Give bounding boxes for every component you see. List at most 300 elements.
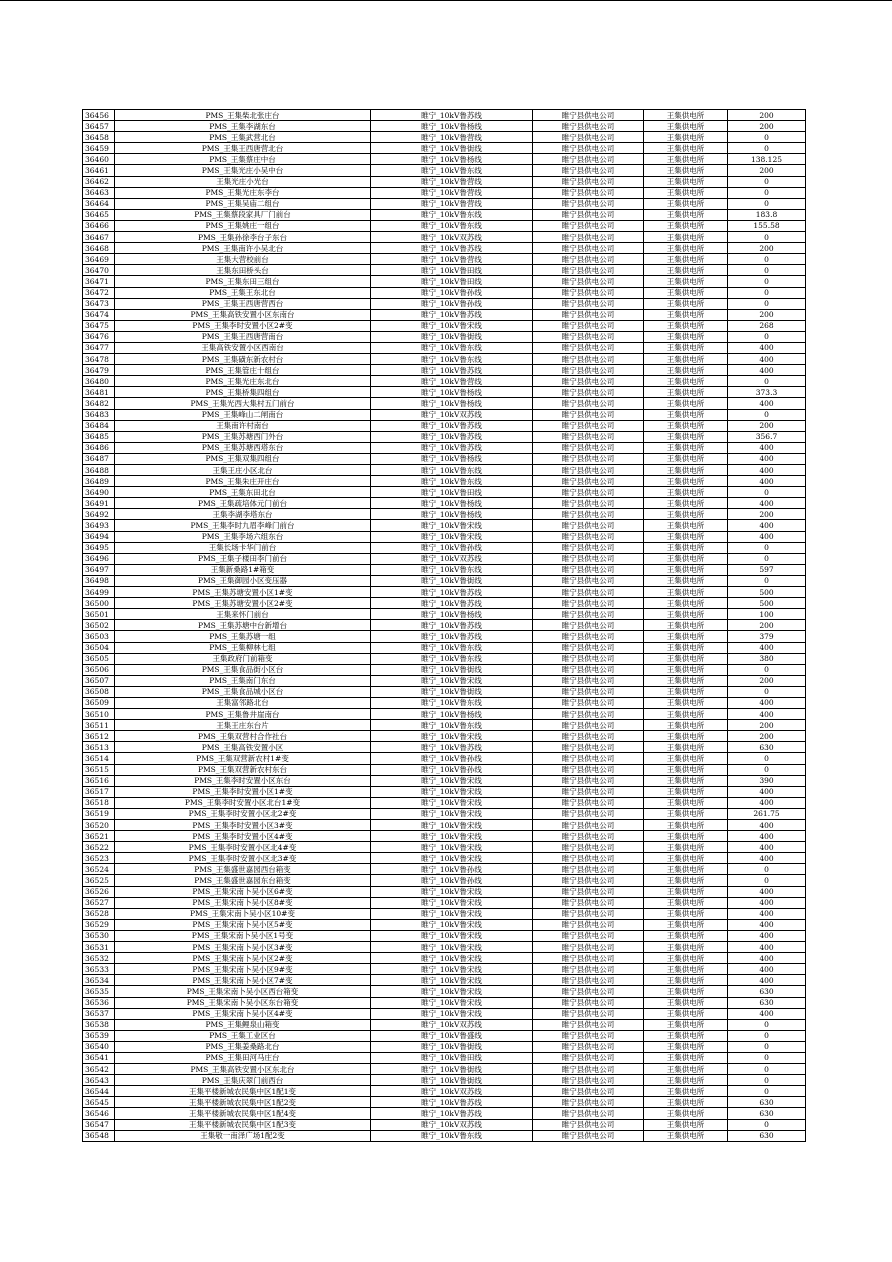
- cell-name: PMS_王集蔡庄中台: [115, 154, 371, 165]
- cell-company: 睢宁县供电公司: [533, 587, 644, 598]
- cell-id: 36507: [83, 675, 115, 686]
- cell-id: 36517: [83, 786, 115, 797]
- cell-name: PMS_王集宋南卜吴小区东台箱变: [115, 997, 371, 1008]
- cell-station: 王集供电所: [644, 1041, 728, 1052]
- cell-name: PMS_王集东田三组台: [115, 276, 371, 287]
- cell-name: 王集新桑路1#箱变: [115, 564, 371, 575]
- cell-station: 王集供电所: [644, 842, 728, 853]
- table-row: [83, 476, 806, 487]
- cell-value: 0: [728, 1052, 806, 1063]
- cell-value: 630: [728, 742, 806, 753]
- table-row: [83, 731, 806, 742]
- cell-name: PMS_王集李时安置小区1#变: [115, 786, 371, 797]
- cell-line: 睢宁_10kV鲁孙线: [371, 542, 533, 553]
- cell-value: 373.3: [728, 387, 806, 398]
- table-row: [83, 465, 806, 476]
- cell-station: 王集供电所: [644, 498, 728, 509]
- cell-company: 睢宁县供电公司: [533, 975, 644, 986]
- cell-value: 500: [728, 598, 806, 609]
- cell-station: 王集供电所: [644, 731, 728, 742]
- cell-value: 200: [728, 675, 806, 686]
- cell-line: 睢宁_10kV鲁宋线: [371, 953, 533, 964]
- cell-line: 睢宁_10kV鲁宋线: [371, 531, 533, 542]
- table-row: [83, 720, 806, 731]
- table-row: [83, 709, 806, 720]
- cell-line: 睢宁_10kV鲁营线: [371, 254, 533, 265]
- cell-station: 王集供电所: [644, 287, 728, 298]
- cell-station: 王集供电所: [644, 686, 728, 697]
- cell-id: 36476: [83, 331, 115, 342]
- cell-line: 睢宁_10kV鲁街线: [371, 664, 533, 675]
- cell-value: 400: [728, 398, 806, 409]
- cell-company: 睢宁县供电公司: [533, 919, 644, 930]
- cell-line: 睢宁_10kV鲁杨线: [371, 154, 533, 165]
- cell-company: 睢宁县供电公司: [533, 653, 644, 664]
- cell-value: 200: [728, 420, 806, 431]
- cell-name: PMS_王集盛世嘉园东台箱变: [115, 875, 371, 886]
- cell-station: 王集供电所: [644, 187, 728, 198]
- table-row: [83, 764, 806, 775]
- cell-name: PMS_王集王西唐营南台: [115, 331, 371, 342]
- table-row: [83, 919, 806, 930]
- cell-name: 王集王庄东台片: [115, 720, 371, 731]
- cell-line: 睢宁_10kV鲁街线: [371, 575, 533, 586]
- cell-station: 王集供电所: [644, 354, 728, 365]
- cell-name: 王集光庄小光台: [115, 176, 371, 187]
- cell-line: 睢宁_10kV鲁苏线: [371, 1108, 533, 1119]
- cell-id: 36521: [83, 831, 115, 842]
- cell-company: 睢宁县供电公司: [533, 875, 644, 886]
- cell-station: 王集供电所: [644, 786, 728, 797]
- table-row: [83, 675, 806, 686]
- cell-name: PMS_王集王西唐营西台: [115, 298, 371, 309]
- cell-station: 王集供电所: [644, 709, 728, 720]
- cell-id: 36508: [83, 686, 115, 697]
- cell-station: 王集供电所: [644, 331, 728, 342]
- cell-company: 睢宁县供电公司: [533, 520, 644, 531]
- cell-value: 0: [728, 176, 806, 187]
- cell-station: 王集供电所: [644, 198, 728, 209]
- cell-id: 36529: [83, 919, 115, 930]
- table-row: [83, 1075, 806, 1086]
- cell-id: 36487: [83, 453, 115, 464]
- cell-value: 268: [728, 320, 806, 331]
- cell-station: 王集供电所: [644, 320, 728, 331]
- cell-name: PMS_王集宋南卜吴小区6#变: [115, 886, 371, 897]
- cell-value: 400: [728, 476, 806, 487]
- cell-company: 睢宁县供电公司: [533, 187, 644, 198]
- table-row: [83, 420, 806, 431]
- cell-id: 36495: [83, 542, 115, 553]
- table-row: [83, 276, 806, 287]
- cell-value: 200: [728, 720, 806, 731]
- cell-name: PMS_王集柳林七组: [115, 642, 371, 653]
- cell-name: PMS_王集高铁安置小区东北台: [115, 1064, 371, 1075]
- table-row: [83, 1086, 806, 1097]
- cell-line: 睢宁_10kV鲁宋线: [371, 842, 533, 853]
- cell-name: 王集富邻路北台: [115, 697, 371, 708]
- cell-line: 睢宁_10kV鲁宋线: [371, 942, 533, 953]
- cell-name: PMS_王集田河马庄台: [115, 1052, 371, 1063]
- cell-value: 356.7: [728, 431, 806, 442]
- cell-name: PMS_王集光庄东李台: [115, 187, 371, 198]
- cell-company: 睢宁县供电公司: [533, 453, 644, 464]
- cell-id: 36480: [83, 376, 115, 387]
- table-row: [83, 1008, 806, 1019]
- table-row: [83, 620, 806, 631]
- cell-station: 王集供电所: [644, 1119, 728, 1130]
- table-row: [83, 853, 806, 864]
- cell-line: 睢宁_10kV鲁宋线: [371, 897, 533, 908]
- cell-line: 睢宁_10kV鲁宋线: [371, 964, 533, 975]
- cell-id: 36458: [83, 132, 115, 143]
- cell-value: 0: [728, 265, 806, 276]
- cell-line: 睢宁_10kV鲁营线: [371, 198, 533, 209]
- cell-name: PMS_王集李时安置小区北3#变: [115, 853, 371, 864]
- cell-id: 36535: [83, 986, 115, 997]
- cell-name: PMS_王集李时安置小区2#变: [115, 320, 371, 331]
- cell-id: 36483: [83, 409, 115, 420]
- cell-line: 睢宁_10kV鲁宋线: [371, 908, 533, 919]
- cell-value: 390: [728, 775, 806, 786]
- cell-company: 睢宁县供电公司: [533, 786, 644, 797]
- cell-id: 36462: [83, 176, 115, 187]
- cell-station: 王集供电所: [644, 831, 728, 842]
- cell-name: PMS_王集蔡段家具厂门前台: [115, 209, 371, 220]
- table-row: [83, 875, 806, 886]
- cell-line: 睢宁_10kV鲁苏线: [371, 309, 533, 320]
- cell-line: 睢宁_10kV鲁宋线: [371, 831, 533, 842]
- cell-line: 睢宁_10kV双苏线: [371, 1119, 533, 1130]
- cell-id: 36490: [83, 487, 115, 498]
- cell-name: PMS_王集李时安置小区东台: [115, 775, 371, 786]
- cell-line: 睢宁_10kV鲁杨线: [371, 453, 533, 464]
- top-border-line: [0, 0, 892, 1]
- cell-company: 睢宁县供电公司: [533, 1064, 644, 1075]
- cell-value: 0: [728, 409, 806, 420]
- cell-value: 400: [728, 342, 806, 353]
- table-row: [83, 342, 806, 353]
- cell-station: 王集供电所: [644, 132, 728, 143]
- cell-name: PMS_王集苏塘中台新增台: [115, 620, 371, 631]
- cell-name: PMS_王集苏塘安置小区2#变: [115, 598, 371, 609]
- cell-value: 0: [728, 664, 806, 675]
- cell-station: 王集供电所: [644, 1097, 728, 1108]
- cell-name: PMS_王集武营北台: [115, 132, 371, 143]
- cell-line: 睢宁_10kV鲁宋线: [371, 731, 533, 742]
- cell-station: 王集供电所: [644, 409, 728, 420]
- cell-value: 400: [728, 953, 806, 964]
- cell-company: 睢宁县供电公司: [533, 720, 644, 731]
- cell-id: 36524: [83, 864, 115, 875]
- cell-name: PMS_王集庆翠门前西台: [115, 1075, 371, 1086]
- cell-line: 睢宁_10kV鲁营线: [371, 176, 533, 187]
- cell-id: 36522: [83, 842, 115, 853]
- cell-id: 36470: [83, 265, 115, 276]
- cell-company: 睢宁县供电公司: [533, 465, 644, 476]
- table-row: [83, 520, 806, 531]
- cell-line: 睢宁_10kV鲁宋线: [371, 919, 533, 930]
- cell-value: 200: [728, 243, 806, 254]
- cell-line: 睢宁_10kV鲁东线: [371, 697, 533, 708]
- cell-station: 王集供电所: [644, 1130, 728, 1141]
- table-row: [83, 553, 806, 564]
- cell-name: PMS_王集鲁井崖南台: [115, 709, 371, 720]
- table-row: [83, 198, 806, 209]
- cell-line: 睢宁_10kV双苏线: [371, 409, 533, 420]
- cell-line: 睢宁_10kV鲁宋线: [371, 930, 533, 941]
- cell-value: 400: [728, 520, 806, 531]
- cell-value: 200: [728, 731, 806, 742]
- cell-line: 睢宁_10kV鲁东线: [371, 642, 533, 653]
- cell-line: 睢宁_10kV鲁宋线: [371, 786, 533, 797]
- cell-value: 0: [728, 764, 806, 775]
- cell-name: PMS_王集宋南卜吴小区5#变: [115, 919, 371, 930]
- cell-value: 400: [728, 908, 806, 919]
- table-row: [83, 154, 806, 165]
- cell-id: 36484: [83, 420, 115, 431]
- cell-value: 630: [728, 1130, 806, 1141]
- cell-name: PMS_王集李场六组东台: [115, 531, 371, 542]
- cell-id: 36505: [83, 653, 115, 664]
- cell-name: PMS_王集苏塘安置小区1#变: [115, 587, 371, 598]
- cell-company: 睢宁县供电公司: [533, 509, 644, 520]
- table-row: [83, 908, 806, 919]
- cell-station: 王集供电所: [644, 620, 728, 631]
- cell-id: 36516: [83, 775, 115, 786]
- cell-line: 睢宁_10kV鲁街线: [371, 331, 533, 342]
- cell-name: PMS_王集子楼田李门前台: [115, 553, 371, 564]
- cell-name: PMS_王集宋南卜吴小区西台箱变: [115, 986, 371, 997]
- cell-value: 0: [728, 553, 806, 564]
- cell-name: 王集东田桥头台: [115, 265, 371, 276]
- table-row: [83, 243, 806, 254]
- cell-line: 睢宁_10kV鲁营线: [371, 187, 533, 198]
- cell-value: 0: [728, 132, 806, 143]
- cell-station: 王集供电所: [644, 254, 728, 265]
- cell-value: 0: [728, 198, 806, 209]
- table-row: [83, 997, 806, 1008]
- cell-name: 王集来怀门前台: [115, 609, 371, 620]
- table-row: [83, 509, 806, 520]
- cell-line: 睢宁_10kV鲁街线: [371, 143, 533, 154]
- table-row: [83, 165, 806, 176]
- cell-value: 0: [728, 143, 806, 154]
- cell-name: PMS_王集姜桑路北台: [115, 1041, 371, 1052]
- cell-id: 36499: [83, 587, 115, 598]
- cell-value: 400: [728, 453, 806, 464]
- table-row: [83, 220, 806, 231]
- cell-company: 睢宁县供电公司: [533, 232, 644, 243]
- cell-station: 王集供电所: [644, 997, 728, 1008]
- cell-company: 睢宁县供电公司: [533, 1086, 644, 1097]
- cell-line: 睢宁_10kV鲁东线: [371, 209, 533, 220]
- cell-name: PMS_王集李时安置小区北4#变: [115, 842, 371, 853]
- cell-value: 597: [728, 564, 806, 575]
- cell-company: 睢宁县供电公司: [533, 664, 644, 675]
- cell-company: 睢宁县供电公司: [533, 309, 644, 320]
- cell-station: 王集供电所: [644, 642, 728, 653]
- cell-id: 36466: [83, 220, 115, 231]
- cell-id: 36492: [83, 509, 115, 520]
- table-row: [83, 797, 806, 808]
- cell-id: 36460: [83, 154, 115, 165]
- table-row: [83, 442, 806, 453]
- cell-id: 36471: [83, 276, 115, 287]
- cell-station: 王集供电所: [644, 808, 728, 819]
- cell-value: 400: [728, 975, 806, 986]
- cell-company: 睢宁县供电公司: [533, 132, 644, 143]
- table-row: [83, 498, 806, 509]
- cell-station: 王集供电所: [644, 220, 728, 231]
- cell-id: 36546: [83, 1108, 115, 1119]
- cell-company: 睢宁县供电公司: [533, 1119, 644, 1130]
- cell-line: 睢宁_10kV鲁苏线: [371, 620, 533, 631]
- table-row: [83, 742, 806, 753]
- cell-name: PMS_王集南门东台: [115, 675, 371, 686]
- cell-line: 睢宁_10kV鲁孙线: [371, 298, 533, 309]
- table-row: [83, 1130, 806, 1141]
- cell-company: 睢宁县供电公司: [533, 420, 644, 431]
- table-row: [83, 697, 806, 708]
- cell-name: PMS_王集南许小吴北台: [115, 243, 371, 254]
- cell-id: 36519: [83, 808, 115, 819]
- cell-name: 王集平楼新城农民集中区1配3变: [115, 1119, 371, 1130]
- table-row: [83, 265, 806, 276]
- cell-name: PMS_王集双集四组台: [115, 453, 371, 464]
- cell-station: 王集供电所: [644, 376, 728, 387]
- cell-line: 睢宁_10kV鲁孙线: [371, 875, 533, 886]
- cell-value: 400: [728, 354, 806, 365]
- cell-value: 400: [728, 786, 806, 797]
- cell-id: 36475: [83, 320, 115, 331]
- cell-line: 睢宁_10kV鲁田线: [371, 265, 533, 276]
- cell-company: 睢宁县供电公司: [533, 842, 644, 853]
- table-row: [83, 609, 806, 620]
- cell-id: 36463: [83, 187, 115, 198]
- cell-id: 36468: [83, 243, 115, 254]
- cell-company: 睢宁县供电公司: [533, 620, 644, 631]
- cell-line: 睢宁_10kV鲁东线: [371, 220, 533, 231]
- table-row: [83, 775, 806, 786]
- cell-id: 36544: [83, 1086, 115, 1097]
- cell-id: 36500: [83, 598, 115, 609]
- cell-line: 睢宁_10kV双苏线: [371, 1086, 533, 1097]
- cell-station: 王集供电所: [644, 853, 728, 864]
- cell-company: 睢宁县供电公司: [533, 342, 644, 353]
- cell-name: 王集李湖李塔东台: [115, 509, 371, 520]
- cell-id: 36457: [83, 121, 115, 132]
- cell-line: 睢宁_10kV鲁苏线: [371, 442, 533, 453]
- cell-value: 200: [728, 121, 806, 132]
- cell-id: 36488: [83, 465, 115, 476]
- cell-id: 36493: [83, 520, 115, 531]
- cell-company: 睢宁县供电公司: [533, 764, 644, 775]
- cell-company: 睢宁县供电公司: [533, 942, 644, 953]
- table-row: [83, 542, 806, 553]
- cell-id: 36469: [83, 254, 115, 265]
- cell-id: 36539: [83, 1030, 115, 1041]
- cell-value: 0: [728, 487, 806, 498]
- cell-value: 630: [728, 997, 806, 1008]
- cell-company: 睢宁县供电公司: [533, 753, 644, 764]
- table-row: [83, 121, 806, 132]
- cell-company: 睢宁县供电公司: [533, 209, 644, 220]
- cell-station: 王集供电所: [644, 209, 728, 220]
- cell-line: 睢宁_10kV鲁苏线: [371, 631, 533, 642]
- table-row: [83, 964, 806, 975]
- cell-company: 睢宁县供电公司: [533, 176, 644, 187]
- cell-id: 36496: [83, 553, 115, 564]
- cell-value: 379: [728, 631, 806, 642]
- cell-station: 王集供电所: [644, 176, 728, 187]
- cell-value: 0: [728, 1086, 806, 1097]
- cell-name: PMS_王集李时安置小区北台1#变: [115, 797, 371, 808]
- cell-name: PMS_王集王西唐营北台: [115, 143, 371, 154]
- cell-station: 王集供电所: [644, 975, 728, 986]
- cell-line: 睢宁_10kV鲁宋线: [371, 886, 533, 897]
- cell-company: 睢宁县供电公司: [533, 331, 644, 342]
- cell-line: 睢宁_10kV鲁苏线: [371, 420, 533, 431]
- cell-value: 400: [728, 942, 806, 953]
- cell-line: 睢宁_10kV鲁营线: [371, 132, 533, 143]
- cell-line: 睢宁_10kV鲁宋线: [371, 853, 533, 864]
- cell-company: 睢宁县供电公司: [533, 387, 644, 398]
- cell-value: 400: [728, 797, 806, 808]
- cell-company: 睢宁县供电公司: [533, 820, 644, 831]
- cell-line: 睢宁_10kV鲁田线: [371, 276, 533, 287]
- cell-value: 400: [728, 831, 806, 842]
- table-row: [83, 1108, 806, 1119]
- cell-value: 200: [728, 110, 806, 121]
- cell-station: 王集供电所: [644, 897, 728, 908]
- cell-station: 王集供电所: [644, 442, 728, 453]
- cell-name: 王集大营校前台: [115, 254, 371, 265]
- cell-line: 睢宁_10kV鲁孙线: [371, 864, 533, 875]
- cell-id: 36461: [83, 165, 115, 176]
- cell-station: 王集供电所: [644, 764, 728, 775]
- cell-value: 630: [728, 1097, 806, 1108]
- cell-company: 睢宁县供电公司: [533, 1130, 644, 1141]
- cell-name: PMS_王集王东北台: [115, 287, 371, 298]
- cell-company: 睢宁县供电公司: [533, 276, 644, 287]
- table-row: [83, 564, 806, 575]
- table-row: [83, 986, 806, 997]
- cell-station: 王集供电所: [644, 919, 728, 930]
- cell-station: 王集供电所: [644, 121, 728, 132]
- cell-id: 36482: [83, 398, 115, 409]
- cell-id: 36511: [83, 720, 115, 731]
- cell-company: 睢宁县供电公司: [533, 697, 644, 708]
- cell-line: 睢宁_10kV鲁东线: [371, 564, 533, 575]
- cell-id: 36514: [83, 753, 115, 764]
- table-row: [83, 187, 806, 198]
- cell-station: 王集供电所: [644, 720, 728, 731]
- cell-company: 睢宁县供电公司: [533, 287, 644, 298]
- cell-id: 36534: [83, 975, 115, 986]
- table-row: [83, 365, 806, 376]
- cell-station: 王集供电所: [644, 664, 728, 675]
- cell-name: PMS_王集宋南卜吴小区4#变: [115, 1008, 371, 1019]
- cell-value: 100: [728, 609, 806, 620]
- cell-id: 36502: [83, 620, 115, 631]
- cell-value: 200: [728, 309, 806, 320]
- table-row: [83, 431, 806, 442]
- cell-name: PMS_王集宋南卜吴小区10#变: [115, 908, 371, 919]
- cell-id: 36467: [83, 232, 115, 243]
- cell-name: PMS_王集吴庙二组台: [115, 198, 371, 209]
- cell-station: 王集供电所: [644, 1008, 728, 1019]
